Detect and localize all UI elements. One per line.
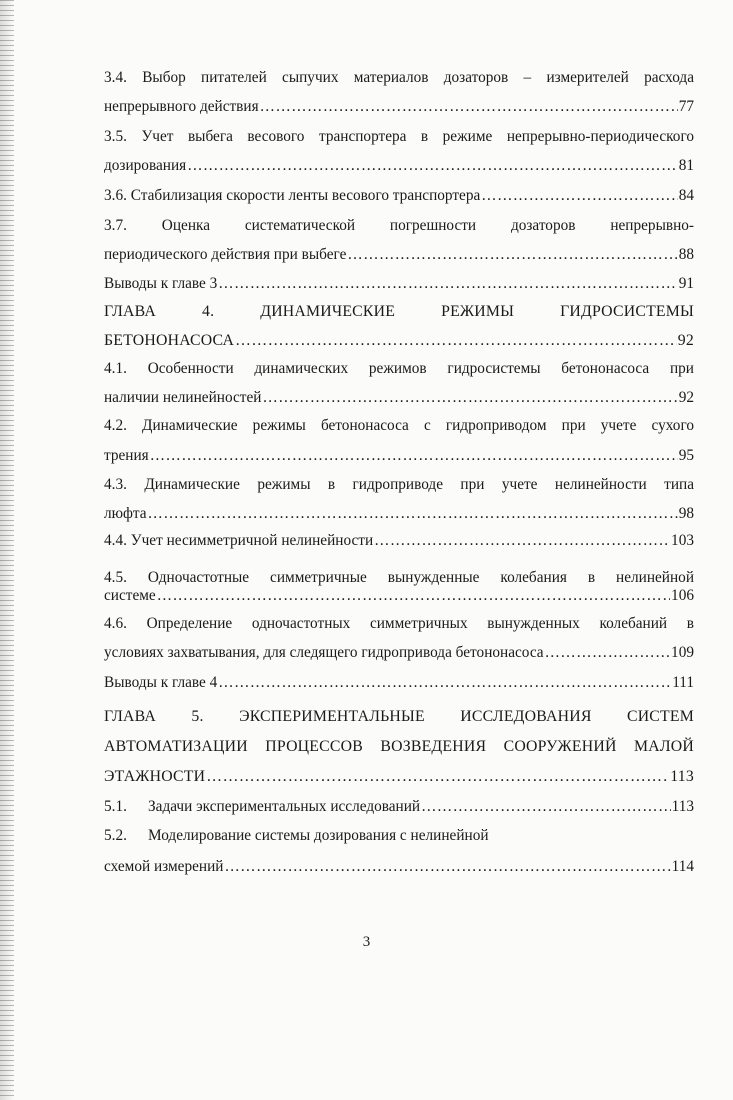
toc-entry-3-4-line2: [104, 97, 694, 117]
toc-entry-4-4-title: 4.4. Учет несимметричной нелинейности: [104, 532, 374, 549]
toc-chapter-4-line1: ГЛАВА 4. ДИНАМИЧЕСКИЕ РЕЖИМЫ ГИДРОСИСТЕМЫ: [104, 303, 694, 320]
toc-chapter-5-title-end: ЭТАЖНОСТИ: [104, 768, 206, 785]
toc-entry-4-1-line2: [104, 388, 694, 408]
toc-entry-5-2-page: 114: [671, 858, 694, 875]
toc-entry-conclusions-4-page: 111: [672, 674, 694, 691]
toc-entry-5-1-number: 5.1.: [104, 798, 127, 815]
toc-entry-5-2-title: Моделирование системы дозирования с нелинейной: [148, 827, 489, 844]
toc-entry-3-5-title-end: дозирования: [104, 157, 187, 174]
toc-entry-5-2-title-end: схемой измерений: [104, 858, 224, 875]
toc-entry-5-1: [104, 797, 694, 817]
toc-entry-5-1-title: Задачи экспериментальных исследований: [148, 798, 421, 815]
toc-entry-4-1-page: 92: [678, 389, 694, 406]
toc-entry-conclusions-4-title: Выводы к главе 4: [104, 674, 218, 691]
toc-entry-4-2-line2: [104, 446, 694, 466]
toc-entry-conclusions-3-title: Выводы к главе 3: [104, 275, 218, 292]
toc-entry-4-3-title-end: люфта: [104, 505, 147, 522]
leader-dots: [206, 767, 669, 787]
toc-entry-5-2-line1: [104, 826, 694, 846]
toc-entry-4-5-line2: [104, 586, 694, 606]
toc-entry-3-7-line1: 3.7. Оценка систематической погрешности дозаторов непрерывно-: [104, 217, 694, 234]
toc-entry-3-7-title-end: периодического действия при выбеге: [104, 246, 347, 263]
leader-dots: [187, 156, 678, 176]
toc-chapter-5-line2: АВТОМАТИЗАЦИИ ПРОЦЕССОВ ВОЗВЕДЕНИЯ СООРУЖЕНИЙ МАЛОЙ: [104, 738, 694, 755]
toc-entry-4-3-page: 98: [678, 505, 694, 522]
leader-dots: [481, 186, 677, 206]
leader-dots: [374, 531, 670, 551]
toc-entry-4-6-line2: [104, 643, 694, 663]
toc-entry-3-7-line2: [104, 245, 694, 265]
toc-entry-4-5-page: 106: [671, 587, 694, 604]
leader-dots: [218, 274, 677, 294]
toc-entry-4-1-title-end: наличии нелинейностей: [104, 389, 262, 406]
toc-entry-4-2-line1: 4.2. Динамические режимы бетононасоса с гидроприводом при учете сухого: [104, 417, 694, 434]
toc-entry-3-4-page: 77: [678, 98, 694, 115]
toc-entry-4-2-page: 95: [678, 447, 694, 464]
toc-chapter-5-line1: ГЛАВА 5. ЭКСПЕРИМЕНТАЛЬНЫЕ ИССЛЕДОВАНИЯ СИСТЕМ: [104, 708, 694, 725]
toc-entry-conclusions-3-page: 91: [678, 275, 694, 292]
toc-entry-4-5-title-end: системе: [104, 587, 156, 604]
toc-entry-3-6: [104, 186, 694, 206]
leader-dots: [150, 446, 678, 466]
toc-entry-5-2-number: 5.2.: [104, 827, 127, 844]
page-number: 3: [362, 934, 371, 950]
toc-entry-4-3-line1: 4.3. Динамические режимы в гидроприводе при учете нелинейности типа: [104, 476, 694, 493]
toc-entry-3-4-line1: 3.4. Выбор питателей сыпучих материалов дозаторов – измерителей расхода: [104, 69, 694, 86]
toc-entry-conclusions-4: [104, 673, 694, 693]
leader-dots: [218, 673, 671, 693]
toc-entry-3-5-line1: 3.5. Учет выбега весового транспортера в режиме непрерывно-периодического: [104, 128, 694, 145]
toc-entry-4-6-page: 109: [671, 644, 694, 661]
toc-entry-4-6-line1: 4.6. Определение одночастотных симметричных вынужденных колебаний в: [104, 615, 694, 632]
leader-dots: [347, 245, 677, 265]
leader-dots: [157, 586, 670, 606]
leader-dots: [148, 504, 678, 524]
toc-entry-3-6-page: 84: [678, 187, 694, 204]
toc-entry-3-5-line2: [104, 156, 694, 176]
leader-dots: [224, 857, 670, 877]
toc-entry-3-6-title: 3.6. Стабилизация скорости ленты весового транспортера: [104, 187, 481, 204]
toc-entry-4-3-line2: [104, 504, 694, 524]
toc-entry-5-1-page: 113: [671, 798, 694, 815]
toc-entry-4-6-title-end: условиях захватывания, для следящего гидропривода бетононасоса: [104, 644, 544, 661]
leader-dots: [260, 97, 678, 117]
toc-entry-4-5-line1: 4.5. Одночастотные симметричные вынужденные колебания в нелинейной: [104, 569, 694, 586]
toc-entry-4-1-line1: 4.1. Особенности динамических режимов гидросистемы бетононасоса при: [104, 360, 694, 377]
toc-entry-5-2-line2: [104, 857, 694, 877]
leader-dots: [262, 388, 677, 408]
toc-entry-4-2-title-end: трения: [104, 447, 149, 464]
toc-chapter-4-page: 92: [677, 332, 694, 349]
toc-entry-conclusions-3: [104, 274, 694, 294]
leader-dots: [545, 643, 670, 663]
toc-chapter-5-page: 113: [670, 768, 694, 785]
toc-entry-3-4-title-end: непрерывного действия: [104, 98, 259, 115]
leader-dots: [421, 797, 670, 817]
toc-entry-3-5-page: 81: [678, 157, 694, 174]
leader-dots: [235, 331, 677, 351]
toc-chapter-4-line2: [104, 331, 694, 351]
toc-chapter-4-title-end: БЕТОНОНАСОСА: [104, 332, 235, 349]
toc-entry-4-4-page: 103: [671, 532, 694, 549]
toc-entry-3-7-page: 88: [678, 246, 694, 263]
toc-chapter-5-line3: [104, 767, 694, 787]
toc-entry-4-4: [104, 531, 694, 551]
